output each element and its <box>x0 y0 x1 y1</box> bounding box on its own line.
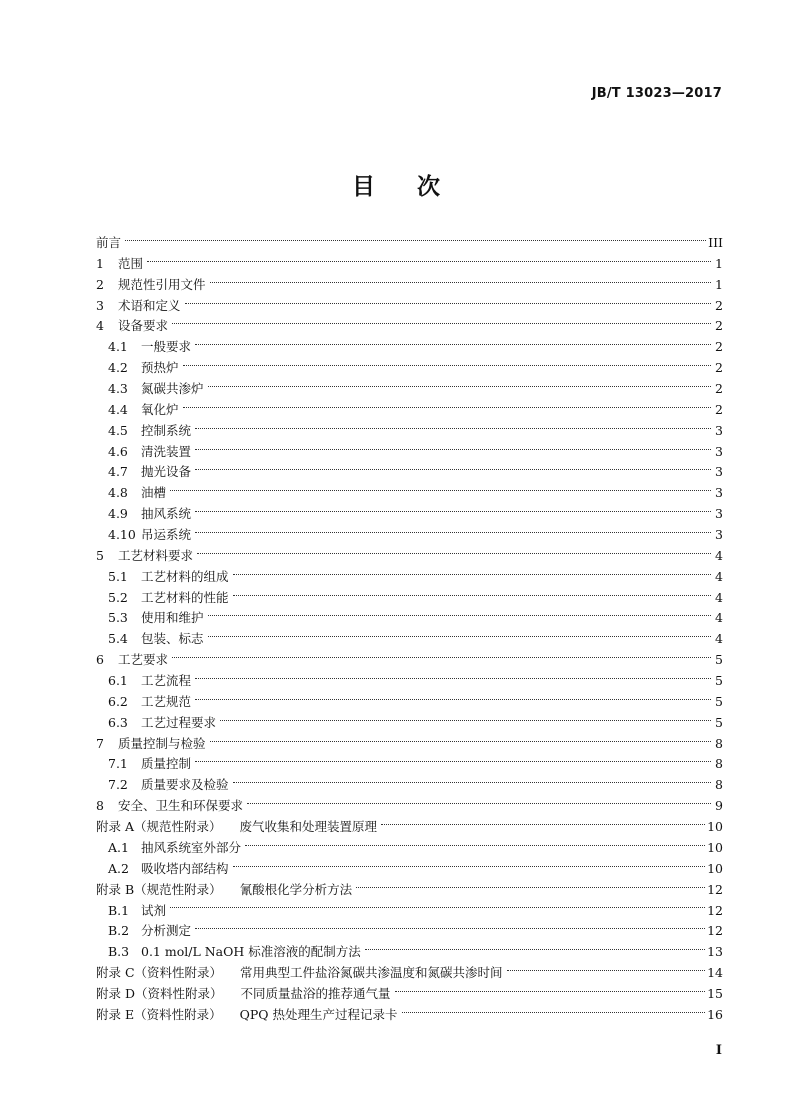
toc-entry-label <box>96 650 170 671</box>
toc-entry-title: 吊运系统 <box>141 527 192 543</box>
toc-entry-label <box>96 254 145 275</box>
toc-entry-label <box>108 754 193 775</box>
toc-entry-label <box>96 275 208 296</box>
toc-entry-label <box>108 859 231 880</box>
toc-entry-page: 3 <box>715 506 723 522</box>
toc-entry[interactable] <box>96 525 723 546</box>
toc-entry[interactable] <box>96 942 723 963</box>
toc-entry-label <box>96 233 123 254</box>
dot-leader <box>210 282 711 283</box>
dot-leader <box>210 741 711 742</box>
dot-leader <box>208 615 711 616</box>
dot-leader <box>125 240 706 241</box>
toc-entry-label <box>96 546 195 567</box>
dot-leader <box>195 761 711 762</box>
toc-entry-page: 2 <box>715 381 723 397</box>
toc-entry[interactable] <box>96 567 723 588</box>
toc-entry-page: 5 <box>715 673 723 689</box>
toc-entry-label <box>108 442 193 463</box>
toc-entry-title: 试剂 <box>141 902 167 918</box>
toc-entry-number: 附录 D（资料性附录） <box>96 985 223 1001</box>
toc-entry-number: 4.9 <box>108 506 128 522</box>
toc-entry-title: 安全、卫生和环保要求 <box>118 798 244 814</box>
toc-entry-title: 使用和维护 <box>141 610 204 626</box>
toc-entry-label <box>108 692 193 713</box>
toc-entry-page: 4 <box>715 568 723 584</box>
toc-entry-title: 质量要求及检验 <box>141 777 229 793</box>
toc-entry-number: B.3 <box>108 944 130 960</box>
dot-leader <box>172 657 711 658</box>
dot-leader <box>197 553 711 554</box>
toc-entry-label <box>96 316 170 337</box>
toc-entry[interactable] <box>96 963 723 984</box>
dot-leader <box>195 928 705 929</box>
toc-entry-page: III <box>708 235 723 250</box>
toc-entry-number: 5.1 <box>108 568 128 584</box>
toc-entry[interactable] <box>96 379 723 400</box>
toc-entry-page: 3 <box>715 443 723 459</box>
dot-leader <box>402 1012 706 1013</box>
toc-entry-title: 工艺材料的性能 <box>141 589 229 605</box>
toc-entry[interactable] <box>96 734 723 755</box>
toc-entry-number: 6 <box>96 652 104 668</box>
toc-entry-title: 控制系统 <box>141 422 192 438</box>
dot-leader <box>233 866 706 867</box>
dot-leader <box>172 323 711 324</box>
toc-entry-page: 3 <box>715 464 723 480</box>
toc-entry-label <box>108 901 168 922</box>
toc-entry-page: 8 <box>715 777 723 793</box>
dot-leader <box>233 782 711 783</box>
toc-entry-title: 清洗装置 <box>141 443 192 459</box>
toc-entry-page: 2 <box>715 401 723 417</box>
dot-leader <box>185 303 711 304</box>
toc-entry-label <box>96 963 505 984</box>
toc-entry-title: 质量控制 <box>141 756 192 772</box>
dot-leader <box>220 720 711 721</box>
dot-leader <box>356 887 705 888</box>
toc-entry-number: 8 <box>96 798 104 814</box>
toc-entry[interactable] <box>96 254 723 275</box>
toc-entry[interactable] <box>96 504 723 525</box>
toc-entry[interactable] <box>96 880 723 901</box>
toc-entry[interactable] <box>96 400 723 421</box>
toc-entry-label <box>108 608 206 629</box>
dot-leader <box>233 574 711 575</box>
toc-entry-label <box>108 629 206 650</box>
toc-entry-page: 4 <box>715 589 723 605</box>
toc-entry[interactable] <box>96 796 723 817</box>
toc-entry-page: 10 <box>707 819 723 835</box>
toc-entry-page: 4 <box>715 610 723 626</box>
dot-leader <box>195 344 711 345</box>
toc-entry-number: 5 <box>96 547 104 563</box>
toc-entry-title: 废气收集和处理装置原理 <box>239 819 378 835</box>
toc-entry-label <box>108 921 193 942</box>
toc-entry-page: 8 <box>715 756 723 772</box>
toc-entry-page: 15 <box>707 985 723 1001</box>
toc-entry-number: 4.8 <box>108 485 128 501</box>
toc-entry-label <box>96 296 183 317</box>
dot-leader <box>195 699 711 700</box>
toc-entry-title: 抽风系统 <box>141 506 192 522</box>
toc-entry-number: 4.7 <box>108 464 128 480</box>
toc-entry-title: 氰酸根化学分析方法 <box>239 881 353 897</box>
toc-entry[interactable] <box>96 546 723 567</box>
toc-entry-label <box>108 379 206 400</box>
toc-entry-page: 5 <box>715 714 723 730</box>
toc-entry-number: 6.3 <box>108 714 128 730</box>
toc-entry-page: 8 <box>715 735 723 751</box>
toc-entry-page: 2 <box>715 297 723 313</box>
toc-entry-label <box>96 734 208 755</box>
toc-entry-title: 范围 <box>118 255 144 271</box>
toc-entry-number: 附录 B（规范性附录） <box>96 881 222 897</box>
dot-leader <box>381 824 705 825</box>
toc-entry[interactable] <box>96 442 723 463</box>
toc-entry-title: 术语和定义 <box>118 297 181 313</box>
toc-entry-number: 4.5 <box>108 422 128 438</box>
toc-entry-page: 3 <box>715 527 723 543</box>
toc-entry-title: 抛光设备 <box>141 464 192 480</box>
toc-entry-page: 5 <box>715 652 723 668</box>
toc-entry-title: 氮碳共渗炉 <box>141 381 204 397</box>
toc-entry-number: 附录 A（规范性附录） <box>96 819 222 835</box>
toc-entry[interactable] <box>96 901 723 922</box>
toc-entry-number: 4.6 <box>108 443 128 459</box>
toc-entry-number: 附录 E（资料性附录） <box>96 1006 222 1022</box>
toc-entry-label <box>96 817 379 838</box>
toc-entry-page: 10 <box>707 839 723 855</box>
toc-entry[interactable] <box>96 337 723 358</box>
table-of-contents <box>96 233 723 1026</box>
toc-entry-label <box>108 567 231 588</box>
toc-entry[interactable] <box>96 838 723 859</box>
toc-entry[interactable] <box>96 1005 723 1026</box>
toc-entry-number: 3 <box>96 297 104 313</box>
toc-entry-page: 2 <box>715 318 723 334</box>
dot-leader <box>170 490 711 491</box>
toc-entry-number: 4.2 <box>108 360 128 376</box>
toc-entry-page: 1 <box>715 255 723 271</box>
toc-entry-label <box>96 796 245 817</box>
toc-entry-number: 5.3 <box>108 610 128 626</box>
toc-entry[interactable] <box>96 859 723 880</box>
toc-entry[interactable] <box>96 629 723 650</box>
toc-entry-number: 7 <box>96 735 104 751</box>
toc-entry-page: 12 <box>707 881 723 897</box>
dot-leader <box>208 386 711 387</box>
toc-entry-number: A.1 <box>108 839 129 855</box>
toc-entry-label <box>108 504 193 525</box>
dot-leader <box>208 636 711 637</box>
toc-entry[interactable] <box>96 984 723 1005</box>
dot-leader <box>395 991 706 992</box>
toc-entry[interactable] <box>96 692 723 713</box>
toc-entry-title: 工艺材料的组成 <box>141 568 229 584</box>
toc-entry[interactable] <box>96 713 723 734</box>
toc-entry[interactable] <box>96 650 723 671</box>
toc-entry-label <box>96 984 393 1005</box>
dot-leader <box>247 803 711 804</box>
toc-entry[interactable] <box>96 921 723 942</box>
toc-entry-number: 4 <box>96 318 104 334</box>
toc-entry-label <box>108 525 193 546</box>
toc-entry[interactable] <box>96 233 723 254</box>
toc-entry-page: 1 <box>715 276 723 292</box>
toc-entry-number: 7.1 <box>108 756 128 772</box>
toc-entry-title: QPQ 热处理生产过程记录卡 <box>239 1006 398 1022</box>
toc-entry-title: 工艺材料要求 <box>118 547 194 563</box>
toc-entry-label <box>108 358 181 379</box>
toc-entry[interactable] <box>96 754 723 775</box>
toc-entry-title: 吸收塔内部结构 <box>141 860 229 876</box>
toc-entry[interactable] <box>96 483 723 504</box>
toc-entry-number: 7.2 <box>108 777 128 793</box>
toc-entry-page: 3 <box>715 422 723 438</box>
toc-entry-label <box>108 337 193 358</box>
dot-leader <box>195 428 711 429</box>
dot-leader <box>195 511 711 512</box>
dot-leader <box>507 970 706 971</box>
toc-entry-number: 4.4 <box>108 401 128 417</box>
dot-leader <box>195 449 711 450</box>
toc-entry-page: 5 <box>715 693 723 709</box>
toc-entry-number: B.2 <box>108 923 130 939</box>
toc-entry-page: 2 <box>715 360 723 376</box>
toc-entry-label <box>96 1005 400 1026</box>
toc-entry-title: 质量控制与检验 <box>118 735 206 751</box>
toc-entry-number: 4.3 <box>108 381 128 397</box>
toc-entry-page: 12 <box>707 902 723 918</box>
dot-leader <box>365 949 705 950</box>
toc-entry[interactable] <box>96 588 723 609</box>
toc-entry-title: 抽风系统室外部分 <box>141 839 242 855</box>
toc-entry-title: 油槽 <box>141 485 167 501</box>
toc-entry-page: 3 <box>715 485 723 501</box>
toc-entry-title: 包装、标志 <box>141 631 204 647</box>
toc-entry-label <box>108 588 231 609</box>
toc-entry-number: 1 <box>96 255 104 271</box>
toc-entry[interactable] <box>96 462 723 483</box>
toc-entry-page: 2 <box>715 339 723 355</box>
toc-entry-number: B.1 <box>108 902 130 918</box>
toc-entry[interactable] <box>96 817 723 838</box>
toc-entry-label <box>108 838 243 859</box>
page-number: I <box>715 1043 722 1058</box>
toc-entry[interactable] <box>96 608 723 629</box>
toc-entry-title: 工艺流程 <box>141 673 192 689</box>
toc-entry-number: 4.10 <box>108 527 136 543</box>
dot-leader <box>245 845 705 846</box>
toc-entry-number: 5.2 <box>108 589 128 605</box>
toc-entry-page: 14 <box>707 965 723 981</box>
toc-entry-page: 12 <box>707 923 723 939</box>
toc-entry-title: 不同质量盐浴的推荐通气量 <box>240 985 391 1001</box>
toc-entry-label <box>108 462 193 483</box>
toc-entry[interactable] <box>96 358 723 379</box>
toc-entry-number: 5.4 <box>108 631 128 647</box>
toc-entry-title: 0.1 mol/L NaOH 标准溶液的配制方法 <box>141 944 361 960</box>
toc-entry-title: 前言 <box>96 235 122 250</box>
toc-entry-page: 16 <box>707 1006 723 1022</box>
toc-entry-title: 一般要求 <box>141 339 192 355</box>
toc-entry-page: 4 <box>715 547 723 563</box>
dot-leader <box>183 407 711 408</box>
toc-entry-number: 6.2 <box>108 693 128 709</box>
dot-leader <box>195 469 711 470</box>
toc-entry-page: 10 <box>707 860 723 876</box>
dot-leader <box>183 365 711 366</box>
toc-entry[interactable] <box>96 316 723 337</box>
toc-entry-title: 工艺过程要求 <box>141 714 217 730</box>
toc-entry-label <box>108 483 168 504</box>
dot-leader <box>195 678 711 679</box>
toc-entry-title: 规范性引用文件 <box>118 276 206 292</box>
toc-entry-label <box>108 775 231 796</box>
toc-entry-number: 6.1 <box>108 673 128 689</box>
toc-entry[interactable] <box>96 671 723 692</box>
toc-entry-label <box>108 713 218 734</box>
toc-entry-title: 工艺规范 <box>141 693 192 709</box>
toc-entry-title: 设备要求 <box>118 318 169 334</box>
toc-entry-page: 9 <box>715 798 723 814</box>
toc-entry[interactable] <box>96 775 723 796</box>
toc-entry-page: 4 <box>715 631 723 647</box>
toc-entry-number: A.2 <box>108 860 129 876</box>
toc-entry-title: 氧化炉 <box>141 401 179 417</box>
toc-entry-number: 附录 C（资料性附录） <box>96 965 223 981</box>
toc-entry-page: 13 <box>707 944 723 960</box>
dot-leader <box>170 907 705 908</box>
toc-entry-title: 预热炉 <box>141 360 179 376</box>
dot-leader <box>195 532 711 533</box>
toc-entry-title: 工艺要求 <box>118 652 169 668</box>
dot-leader <box>233 595 711 596</box>
toc-entry[interactable] <box>96 275 723 296</box>
toc-entry-label <box>108 671 193 692</box>
standard-code: JB/T 13023—2017 <box>591 86 722 101</box>
page-title: 目次 <box>352 174 482 200</box>
toc-entry-number: 4.1 <box>108 339 128 355</box>
toc-entry-label <box>108 421 193 442</box>
toc-entry[interactable] <box>96 421 723 442</box>
toc-entry-number: 2 <box>96 276 104 292</box>
toc-entry[interactable] <box>96 296 723 317</box>
toc-entry-label <box>108 942 363 963</box>
toc-entry-title: 分析测定 <box>141 923 192 939</box>
toc-entry-title: 常用典型工件盐浴氮碳共渗温度和氮碳共渗时间 <box>240 965 503 981</box>
dot-leader <box>147 261 711 262</box>
toc-entry-label <box>108 400 181 421</box>
toc-entry-label <box>96 880 354 901</box>
